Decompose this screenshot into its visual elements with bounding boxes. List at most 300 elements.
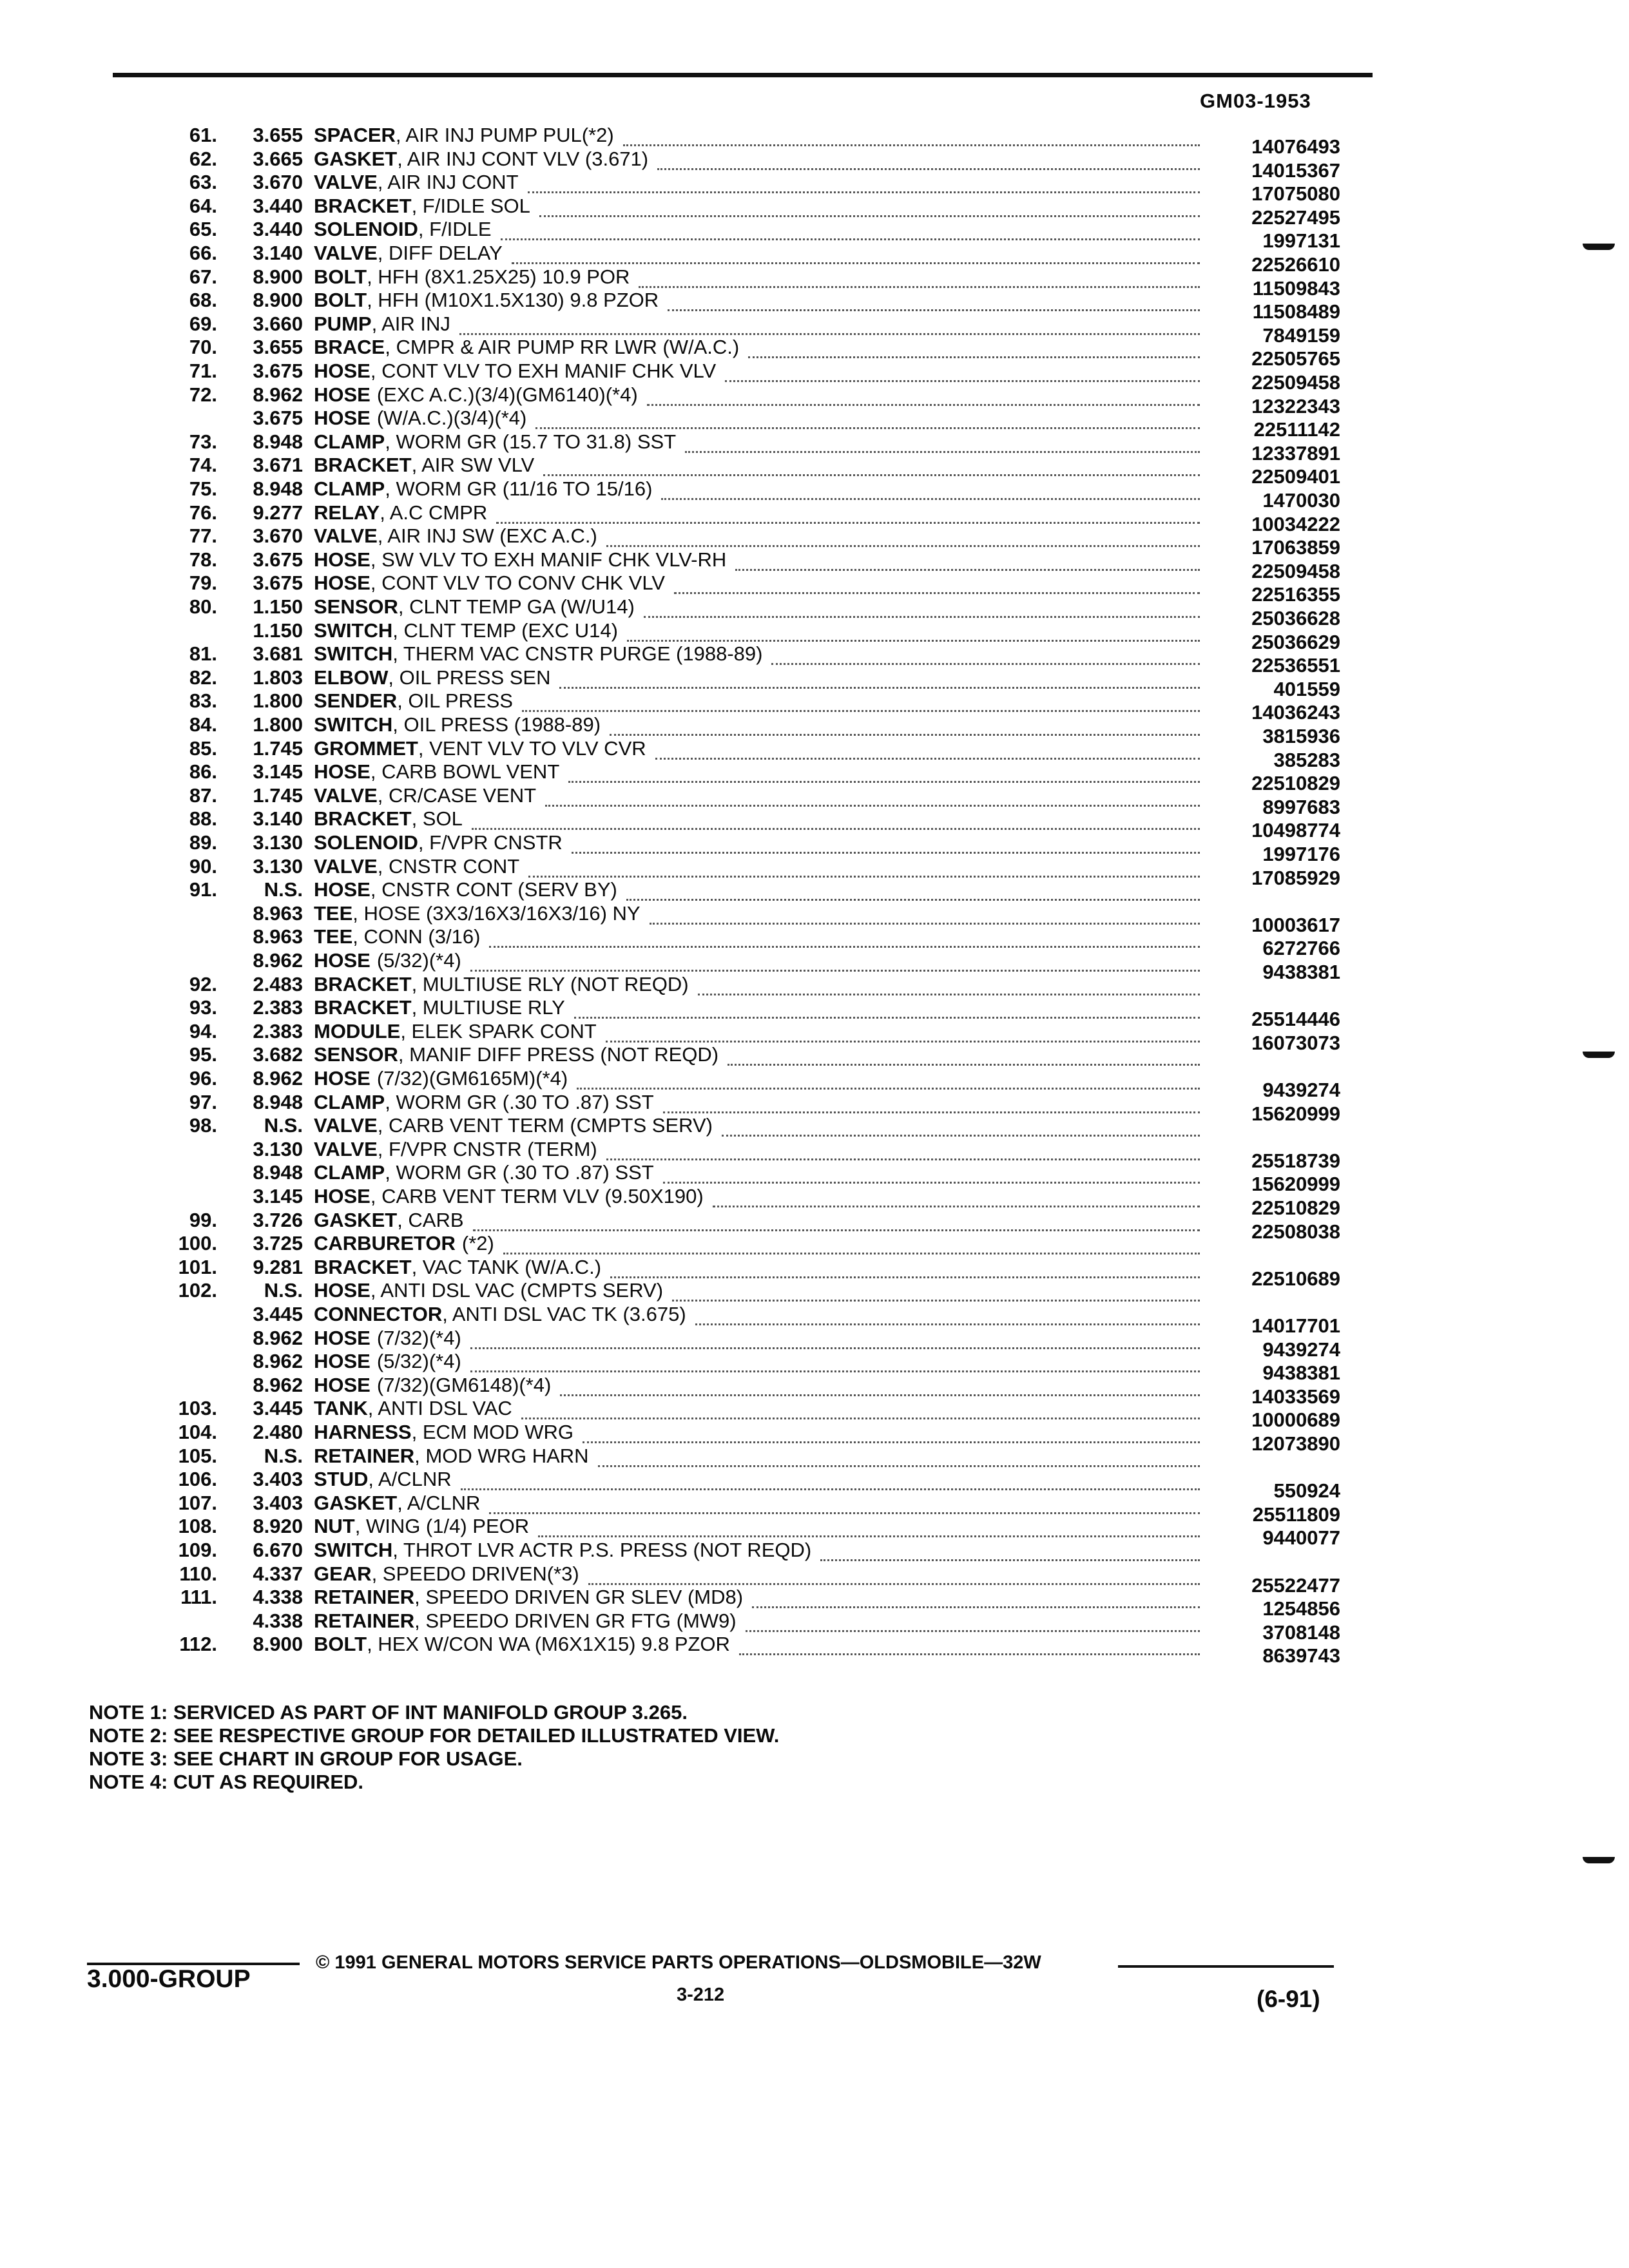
item-number: 71. xyxy=(189,360,217,382)
parts-row xyxy=(0,1633,1629,1667)
part-number: 12322343 xyxy=(1251,394,1340,418)
part-description: , WORM GR (15.7 TO 31.8) SST xyxy=(385,430,677,453)
part-description: , VENT VLV TO VLV CVR xyxy=(418,736,646,760)
item-number: 89. xyxy=(189,831,217,854)
group-number: 3.671 xyxy=(253,454,303,477)
parts-row xyxy=(0,1539,1629,1562)
part-number: 1254856 xyxy=(1262,1597,1340,1620)
group-number: 8.948 xyxy=(253,430,303,453)
scan-mark xyxy=(1583,1857,1615,1863)
part-description: , SOL xyxy=(411,807,463,831)
leader-dots xyxy=(560,1371,1200,1396)
part-number: 14015367 xyxy=(1251,159,1340,182)
leader-dots xyxy=(512,239,1200,264)
part-description: , MOD WRG HARN xyxy=(414,1444,589,1467)
part-description: , AIR INJ SW (EXC A.C.) xyxy=(377,524,597,548)
item-number: 112. xyxy=(179,1633,217,1656)
part-name: BRACE xyxy=(314,336,385,359)
part-number: 9438381 xyxy=(1262,1361,1340,1385)
part-number: 25522477 xyxy=(1251,1573,1340,1597)
part-name: HOSE xyxy=(314,383,371,406)
part-name: HOSE xyxy=(314,1067,371,1090)
leader-dots xyxy=(535,404,1200,429)
group-number: 2.480 xyxy=(253,1421,303,1443)
leader-dots xyxy=(503,1229,1200,1254)
leader-dots xyxy=(623,121,1200,146)
leader-dots xyxy=(698,970,1200,995)
group-number: 3.670 xyxy=(253,171,303,194)
group-number: 1.800 xyxy=(253,689,303,713)
parts-row xyxy=(0,454,1629,488)
part-description: , CLNT TEMP (EXC U14) xyxy=(392,619,618,642)
part-description: , ELEK SPARK CONT xyxy=(400,1019,597,1043)
part-name: RETAINER xyxy=(314,1586,415,1609)
item-number: 94. xyxy=(189,1019,217,1043)
part-name: TANK xyxy=(314,1397,368,1420)
notes-block xyxy=(89,1701,779,1794)
parts-row xyxy=(0,1421,1629,1455)
part-number: 12337891 xyxy=(1251,441,1340,465)
part-description: , OIL PRESS SEN xyxy=(388,666,551,689)
item-number: 110. xyxy=(179,1562,217,1585)
parts-row xyxy=(0,1326,1629,1361)
item-number: 105. xyxy=(178,1444,217,1467)
item-number: 99. xyxy=(189,1208,217,1231)
group-number: N.S. xyxy=(264,1279,303,1302)
part-description: (5/32)(*4) xyxy=(376,949,461,972)
item-number: 97. xyxy=(189,1090,217,1113)
item-number: 101. xyxy=(178,1255,217,1278)
parts-row xyxy=(0,360,1629,394)
part-description: , AIR INJ CONT xyxy=(377,171,519,194)
parts-row xyxy=(0,1445,1629,1468)
part-description: , ANTI DSL VAC (CMPTS SERV) xyxy=(370,1279,664,1302)
leader-dots xyxy=(639,263,1200,288)
part-description: (*2) xyxy=(461,1232,494,1255)
part-description: (5/32)(*4) xyxy=(376,1350,461,1373)
part-name: CLAMP xyxy=(314,430,385,453)
part-number: 14036243 xyxy=(1251,701,1340,724)
leader-dots xyxy=(626,876,1200,901)
part-name: PUMP xyxy=(314,312,372,335)
part-description: , F/VPR CNSTR xyxy=(418,831,563,854)
item-number: 63. xyxy=(189,171,217,194)
part-description: , F/VPR CNSTR (TERM) xyxy=(377,1137,597,1160)
part-number: 25518739 xyxy=(1251,1149,1340,1172)
part-description: , OIL PRESS (1988-89) xyxy=(392,713,601,736)
scan-mark xyxy=(1583,244,1615,250)
part-name: SOLENOID xyxy=(314,831,418,854)
leader-dots xyxy=(771,640,1200,665)
part-number: 3815936 xyxy=(1262,725,1340,747)
part-name: TEE xyxy=(314,925,353,948)
group-number: 8.963 xyxy=(253,925,303,948)
parts-row xyxy=(0,501,1629,535)
leader-dots xyxy=(588,1560,1200,1585)
group-number: 3.655 xyxy=(253,124,303,146)
part-name: VALVE xyxy=(314,1114,378,1137)
part-description: , CONT VLV TO EXH MANIF CHK VLV xyxy=(370,360,717,382)
footer-group: 3.000-GROUP xyxy=(87,1965,251,1993)
item-number: 92. xyxy=(189,972,217,995)
part-number: 7849159 xyxy=(1262,323,1340,347)
part-description: , CARB VENT TERM VLV (9.50X190) xyxy=(370,1185,704,1207)
parts-row xyxy=(0,383,1629,418)
group-number: 8.900 xyxy=(253,289,303,312)
part-description: , AIR INJ xyxy=(371,312,450,335)
group-number: 8.962 xyxy=(253,1350,303,1373)
part-name: SENSOR xyxy=(314,595,398,618)
parts-row xyxy=(0,147,1629,182)
part-name: HOSE xyxy=(314,760,371,783)
group-number: 2.383 xyxy=(253,1019,303,1043)
leader-dots xyxy=(545,782,1200,807)
item-number: 78. xyxy=(189,548,217,571)
leader-dots xyxy=(489,1489,1200,1514)
leader-dots xyxy=(538,1512,1200,1537)
leader-dots xyxy=(661,475,1200,500)
part-name: CLAMP xyxy=(314,1161,385,1184)
part-name: VALVE xyxy=(314,171,378,194)
part-number: 22510829 xyxy=(1251,1196,1340,1219)
part-name: MODULE xyxy=(314,1019,401,1043)
footer-page-number: 3-212 xyxy=(677,1984,725,2005)
leader-dots xyxy=(522,687,1200,712)
part-name: NUT xyxy=(314,1515,355,1538)
part-number: 401559 xyxy=(1273,677,1340,700)
parts-row xyxy=(0,524,1629,559)
parts-row xyxy=(0,1232,1629,1255)
parts-row xyxy=(0,619,1629,653)
parts-row xyxy=(0,595,1629,629)
item-number: 80. xyxy=(189,595,217,618)
leader-dots xyxy=(501,215,1200,240)
part-description: , WING (1/4) PEOR xyxy=(354,1515,530,1538)
item-number: 66. xyxy=(189,242,217,264)
parts-row xyxy=(0,925,1629,960)
part-number: 25514446 xyxy=(1251,1008,1340,1031)
leader-dots xyxy=(672,1276,1200,1302)
part-number: 17085929 xyxy=(1251,866,1340,889)
part-name: RETAINER xyxy=(314,1609,415,1632)
item-number: 67. xyxy=(189,265,217,288)
parts-row xyxy=(0,242,1629,276)
part-number: 10498774 xyxy=(1251,819,1340,842)
part-name: HOSE xyxy=(314,1350,371,1373)
item-number: 107. xyxy=(178,1491,217,1514)
part-name: BRACKET xyxy=(314,972,412,995)
part-name: RETAINER xyxy=(314,1444,415,1467)
part-number: 22527495 xyxy=(1251,206,1340,229)
part-number: 22508038 xyxy=(1251,1220,1340,1243)
part-name: HOSE xyxy=(314,1326,371,1349)
part-number: 14076493 xyxy=(1251,135,1340,158)
top-rule xyxy=(113,73,1373,77)
leader-dots xyxy=(583,1418,1200,1443)
part-number: 14033569 xyxy=(1251,1385,1340,1408)
item-number: 83. xyxy=(189,689,217,713)
part-name: TEE xyxy=(314,901,353,925)
group-number: 9.281 xyxy=(253,1255,303,1278)
group-number: 3.145 xyxy=(253,1185,303,1207)
group-number: 3.675 xyxy=(253,548,303,571)
group-number: 8.948 xyxy=(253,1161,303,1184)
item-number: 104. xyxy=(178,1421,217,1443)
leader-dots xyxy=(461,1465,1200,1490)
parts-row xyxy=(0,477,1629,512)
leader-dots xyxy=(577,1064,1200,1090)
leader-dots xyxy=(644,593,1200,618)
group-number: 4.338 xyxy=(253,1586,303,1609)
part-description: (7/32)(*4) xyxy=(376,1326,461,1349)
part-description: , WORM GR (11/16 TO 15/16) xyxy=(385,477,653,500)
part-name: SENSOR xyxy=(314,1043,398,1066)
part-description: , CNSTR CONT xyxy=(377,854,520,878)
part-number: 22509458 xyxy=(1251,371,1340,394)
part-description: , CLNT TEMP GA (W/U14) xyxy=(398,595,635,618)
item-number: 73. xyxy=(189,430,217,453)
part-number: 15620999 xyxy=(1251,1102,1340,1125)
parts-row xyxy=(0,1185,1629,1219)
group-number: 3.660 xyxy=(253,312,303,335)
part-description: , WORM GR (.30 TO .87) SST xyxy=(385,1090,654,1113)
leader-dots xyxy=(674,569,1200,594)
parts-row xyxy=(0,312,1629,347)
parts-row xyxy=(0,831,1629,865)
part-number: 385283 xyxy=(1273,748,1340,771)
part-description: , CARB xyxy=(397,1208,464,1231)
part-description: , ECM MOD WRG xyxy=(411,1421,574,1443)
part-number: 22509458 xyxy=(1251,559,1340,582)
group-number: 1.800 xyxy=(253,713,303,736)
leader-dots xyxy=(528,852,1200,878)
leader-dots xyxy=(657,145,1200,170)
part-number: 22516355 xyxy=(1251,583,1340,606)
part-description: , MULTIUSE RLY xyxy=(411,996,565,1019)
part-description: , SW VLV TO EXH MANIF CHK VLV-RH xyxy=(370,548,727,571)
leader-dots xyxy=(728,1041,1200,1066)
part-name: HOSE xyxy=(314,1185,371,1207)
part-name: VALVE xyxy=(314,1137,378,1160)
item-number: 74. xyxy=(189,454,217,477)
part-description: , CONT VLV TO CONV CHK VLV xyxy=(370,572,665,595)
group-number: 8.962 xyxy=(253,1326,303,1349)
group-number: 3.140 xyxy=(253,807,303,831)
parts-row xyxy=(0,1043,1629,1066)
part-name: SENDER xyxy=(314,689,398,713)
part-description: (7/32)(GM6165M)(*4) xyxy=(376,1067,568,1090)
part-name: CONNECTOR xyxy=(314,1303,443,1325)
group-number: 3.130 xyxy=(253,854,303,878)
leader-dots xyxy=(472,805,1200,830)
part-name: GROMMET xyxy=(314,736,418,760)
part-number: 9438381 xyxy=(1262,961,1340,983)
part-name: BRACKET xyxy=(314,996,412,1019)
group-number: 1.150 xyxy=(253,619,303,642)
item-number: 77. xyxy=(189,524,217,548)
parts-row xyxy=(0,689,1629,724)
leader-dots xyxy=(528,168,1200,193)
leader-dots xyxy=(748,333,1200,358)
group-number: 3.403 xyxy=(253,1491,303,1514)
part-name: HOSE xyxy=(314,572,371,595)
group-number: 3.445 xyxy=(253,1303,303,1325)
leader-dots xyxy=(655,735,1200,760)
group-number: 3.681 xyxy=(253,642,303,666)
leader-dots xyxy=(725,357,1200,382)
group-number: 3.670 xyxy=(253,524,303,548)
part-number: 25036629 xyxy=(1251,630,1340,653)
group-number: 8.963 xyxy=(253,901,303,925)
parts-row xyxy=(0,642,1629,677)
leader-dots xyxy=(606,1135,1200,1160)
part-name: GASKET xyxy=(314,1208,398,1231)
part-description: , MANIF DIFF PRESS (NOT REQD) xyxy=(398,1043,719,1066)
part-number: 22510689 xyxy=(1251,1267,1340,1290)
part-name: GEAR xyxy=(314,1562,372,1585)
part-number: 17075080 xyxy=(1251,182,1340,206)
item-number: 64. xyxy=(189,194,217,217)
group-number: N.S. xyxy=(264,1114,303,1137)
part-number: 11509843 xyxy=(1252,276,1340,300)
group-number: N.S. xyxy=(264,878,303,901)
leader-dots xyxy=(685,428,1200,453)
item-number: 96. xyxy=(189,1067,217,1090)
footer-revision: (6-91) xyxy=(1257,1986,1320,2012)
item-number: 103. xyxy=(178,1397,217,1420)
footer-rule-right xyxy=(1118,1965,1334,1968)
part-number: 8997683 xyxy=(1262,795,1340,818)
group-number: 3.682 xyxy=(253,1043,303,1066)
part-name: BRACKET xyxy=(314,807,412,831)
group-number: 8.948 xyxy=(253,1090,303,1113)
group-number: 3.445 xyxy=(253,1397,303,1420)
leader-dots xyxy=(543,451,1200,476)
item-number: 84. xyxy=(189,713,217,736)
part-name: BRACKET xyxy=(314,454,412,477)
group-number: 3.675 xyxy=(253,572,303,595)
part-name: HARNESS xyxy=(314,1421,412,1443)
scan-mark xyxy=(1583,1052,1615,1058)
parts-row xyxy=(0,289,1629,323)
part-number: 17063859 xyxy=(1251,536,1340,559)
part-description: , OIL PRESS xyxy=(397,689,513,713)
part-name: SWITCH xyxy=(314,713,393,736)
leader-dots xyxy=(820,1536,1200,1561)
part-description: , F/IDLE xyxy=(418,218,492,241)
parts-row xyxy=(0,430,1629,465)
leader-dots xyxy=(559,664,1200,689)
part-number: 6272766 xyxy=(1262,937,1340,960)
part-name: HOSE xyxy=(314,878,371,901)
note-line: NOTE 3: SEE CHART IN GROUP FOR USAGE. xyxy=(89,1747,523,1770)
part-number: 22510829 xyxy=(1251,772,1340,795)
group-number: 3.140 xyxy=(253,242,303,264)
part-description: , ANTI DSL VAC TK (3.675) xyxy=(442,1303,686,1325)
leader-dots xyxy=(647,381,1200,406)
leader-dots xyxy=(668,286,1200,311)
part-name: HOSE xyxy=(314,548,371,571)
leader-dots xyxy=(735,546,1200,571)
parts-row xyxy=(0,1609,1629,1644)
part-name: BOLT xyxy=(314,1633,367,1656)
part-number: 8639743 xyxy=(1262,1644,1340,1667)
part-description: , SPEEDO DRIVEN GR FTG (MW9) xyxy=(414,1609,737,1632)
part-number: 3708148 xyxy=(1262,1620,1340,1644)
group-number: 8.962 xyxy=(253,949,303,972)
note-line: NOTE 1: SERVICED AS PART OF INT MANIFOLD GROUP 3.265. xyxy=(89,1701,688,1724)
leader-dots xyxy=(470,947,1200,972)
item-number: 108. xyxy=(178,1515,217,1538)
part-description: , F/IDLE SOL xyxy=(411,194,530,217)
part-description: , CR/CASE VENT xyxy=(377,783,537,807)
parts-row xyxy=(0,949,1629,983)
leader-dots xyxy=(496,499,1200,524)
note-line: NOTE 4: CUT AS REQUIRED. xyxy=(89,1771,363,1793)
part-name: STUD xyxy=(314,1468,369,1491)
leader-dots xyxy=(746,1607,1200,1632)
part-number: 10003617 xyxy=(1251,913,1340,936)
part-number: 1997176 xyxy=(1262,843,1340,865)
group-number: 3.145 xyxy=(253,760,303,783)
parts-row xyxy=(0,265,1629,300)
parts-row xyxy=(0,807,1629,842)
part-description: , WORM GR (.30 TO .87) SST xyxy=(385,1161,654,1184)
item-number: 91. xyxy=(189,878,217,901)
part-number: 12073890 xyxy=(1251,1432,1340,1455)
item-number: 98. xyxy=(189,1114,217,1137)
item-number: 76. xyxy=(189,501,217,524)
group-number: 4.338 xyxy=(253,1609,303,1632)
parts-row xyxy=(0,1303,1629,1337)
part-number: 16073073 xyxy=(1251,1031,1340,1054)
part-name: SWITCH xyxy=(314,619,393,642)
item-number: 79. xyxy=(189,572,217,595)
part-name: HOSE xyxy=(314,949,371,972)
group-number: 3.130 xyxy=(253,831,303,854)
group-number: 3.665 xyxy=(253,147,303,170)
group-number: 8.962 xyxy=(253,1373,303,1396)
group-number: 8.948 xyxy=(253,477,303,500)
part-number: 22511142 xyxy=(1253,418,1340,441)
part-description: , ANTI DSL VAC xyxy=(367,1397,512,1420)
part-description: , AIR INJ CONT VLV (3.671) xyxy=(397,147,649,170)
group-number: 6.670 xyxy=(253,1539,303,1561)
part-description: , A/CLNR xyxy=(397,1491,481,1514)
part-name: HOSE xyxy=(314,1373,371,1396)
group-number: 2.483 xyxy=(253,972,303,995)
group-number: 3.726 xyxy=(253,1208,303,1231)
group-number: 9.277 xyxy=(253,501,303,524)
part-name: GASKET xyxy=(314,1491,398,1514)
group-number: 3.655 xyxy=(253,336,303,359)
part-name: BOLT xyxy=(314,289,367,312)
leader-dots xyxy=(650,899,1200,925)
item-number: 102. xyxy=(178,1279,217,1302)
part-name: SOLENOID xyxy=(314,218,418,241)
part-name: SWITCH xyxy=(314,642,393,666)
leader-dots xyxy=(695,1300,1200,1325)
part-description: , VAC TANK (W/A.C.) xyxy=(411,1255,602,1278)
part-description: (W/A.C.)(3/4)(*4) xyxy=(376,407,527,430)
leader-dots xyxy=(470,1347,1200,1372)
parts-row xyxy=(0,973,1629,996)
item-number: 70. xyxy=(189,336,217,359)
part-number: 22505765 xyxy=(1251,347,1340,370)
group-number: 3.130 xyxy=(253,1137,303,1160)
parts-row xyxy=(0,548,1629,582)
group-number: 8.962 xyxy=(253,1067,303,1090)
